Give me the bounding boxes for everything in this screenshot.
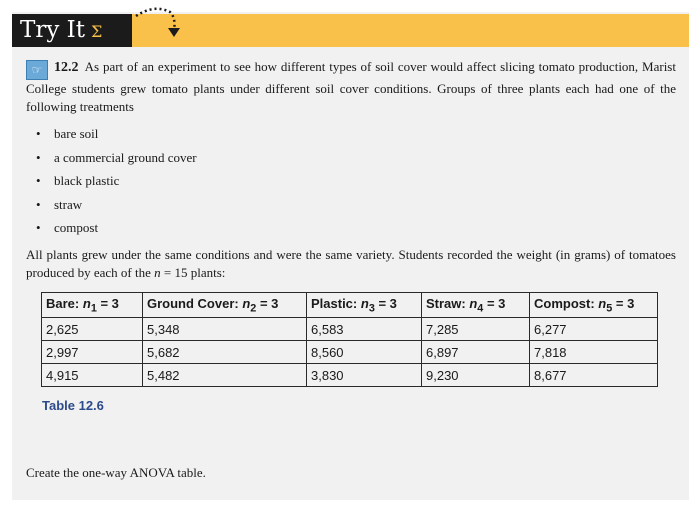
table-cell: 6,897 (422, 341, 530, 364)
table-cell: 2,997 (42, 341, 143, 364)
table-cell: 5,682 (143, 341, 307, 364)
table-cell: 8,677 (530, 364, 658, 387)
column-header-straw: Straw: $n_4 = 3$ (422, 293, 530, 318)
table-cell: 7,818 (530, 341, 658, 364)
table-cell: 6,277 (530, 318, 658, 341)
list-item: • compost (26, 216, 676, 240)
table-header-row (42, 293, 658, 318)
table-cell: 6,583 (307, 318, 422, 341)
column-header-ground-cover: Ground Cover: $n_2 = 3$ (143, 293, 307, 318)
table-cell: 3,830 (307, 364, 422, 387)
table-row (42, 364, 658, 387)
list-item: • bare soil (26, 122, 676, 146)
exercise-intro-text: As part of an experiment to see how different types of soil cover would affect slicing tomato production, Marist College students grew tomato plants under different soil cover conditions. Groups of three plants each had one of the following treatments (26, 59, 676, 114)
table-cell: 4,915 (42, 364, 143, 387)
conditions-paragraph: All plants grew under the same conditions and were the same variety. Students recorded the weight (in grams) of tomatoes produced by each of the n = 15 plants: (26, 246, 676, 280)
treatment-list (26, 122, 676, 240)
table-cell: 5,348 (143, 318, 307, 341)
column-header-compost: Compost: $n_5 = 3$ (530, 293, 658, 318)
table-cell: 7,285 (422, 318, 530, 341)
table-row (42, 341, 658, 364)
list-item: • black plastic (26, 169, 676, 193)
table-cell: 5,482 (143, 364, 307, 387)
dotted-arrow-icon (128, 4, 188, 44)
exercise-number: 12.2 (54, 60, 79, 75)
task-instruction: Create the one-way ANOVA table. (26, 465, 206, 480)
tomato-weights-table (41, 292, 658, 387)
exercise-intro (26, 58, 676, 116)
list-item: • a commercial ground cover (26, 146, 676, 170)
column-header-plastic: Plastic: $n_3 = 3$ (307, 293, 422, 318)
table-row (42, 318, 658, 341)
table-cell: 2,625 (42, 318, 143, 341)
table-cell: 9,230 (422, 364, 530, 387)
pointing-hand-icon: ☞ (26, 60, 48, 80)
sigma-icon: Σ (90, 21, 103, 41)
exercise-content (26, 58, 676, 282)
table-cell: 8,560 (307, 341, 422, 364)
list-item: • straw (26, 193, 676, 217)
column-header-bare: Bare: $n_1 = 3$ (42, 293, 143, 318)
table-caption: Table 12.6 (42, 398, 104, 413)
try-it-label: Try It Σ (12, 14, 132, 47)
